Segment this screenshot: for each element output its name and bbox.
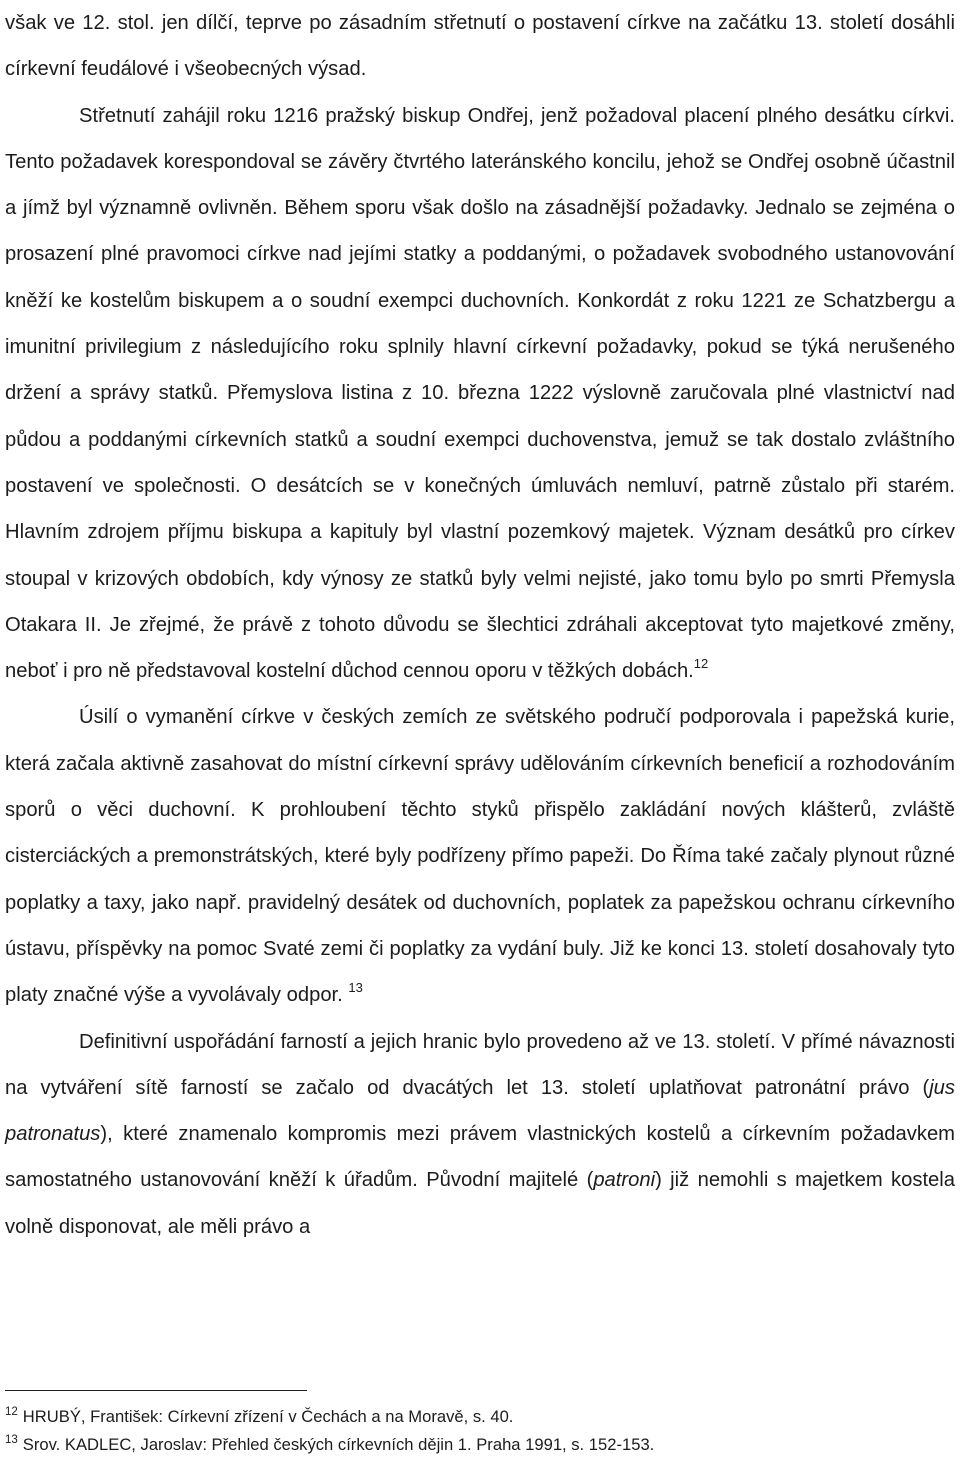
paragraph-2-text: Střetnutí zahájil roku 1216 pražský biskup Ondřej, jenž požadoval placení plného desátku církvi. Tento požadavek korespondoval se závěry čtvrtého lateránského koncilu, jehož se Ondřej osobně účastnil a jímž byl významně ovlivněn. Během sporu však došlo na zásadnější požadavky. Jednalo se zejména o prosazení plné pravomoci církve nad jejími statky a poddanými, o požadavek svobodného ustanovování kněží ke kostelům biskupem a o soudní exempci duchovních. Konkordát z roku 1221 ze Schatzbergu a imunitní privilegium z následujícího roku splnily hlavní církevní požadavky, pokud se týká nerušeného držení a správy statků. Přemyslova listina z 10. března 1222 výslovně zaručovala plné vlastnictví nad půdou a poddanými církevních statků a soudní exempci duchovenstva, jemuž se tak dostalo zvláštního postavení ve společnosti. O desátcích se v konečných úmluvách nemluví, patrně zůstalo při starém. Hlavním zdrojem příjmu biskupa a kapituly byl vlastní pozemkový majetek. Význam desátků pro církev stoupal v krizových obdobích, kdy výnosy ze statků byly velmi nejisté, jako tomu bylo po smrti Přemysla Otakara II. Je zřejmé, že právě z tohoto důvodu se šlechtici zdráhali akceptovat tyto majetkové změny, neboť i pro ně představoval kostelní důchod cennou oporu v těžkých dobách. [5, 104, 955, 683]
footnotes [5, 1403, 955, 1459]
footnote-12 [5, 1403, 955, 1431]
footnote-text: HRUBÝ, František: Církevní zřízení v Čechách a na Moravě, s. 40. [22, 1407, 514, 1426]
footnote-number: 12 [5, 1406, 18, 1418]
paragraph-1-text: však ve 12. stol. jen dílčí, teprve po zásadním střetnutí o postavení církve na začátku 13. století dosáhli církevní feudálové i všeobecných výsad. [5, 12, 955, 81]
footnote-ref-12[interactable]: 12 [693, 656, 709, 672]
body-text [5, 0, 955, 1250]
footnote-13 [5, 1431, 955, 1459]
paragraph-4-text-b: ), které znamenalo kompromis mezi právem vlastnických kostelů a církevním požadavkem samostatného ustanovování kněží k úřadům. Původní majitelé ( [5, 1123, 955, 1192]
footnote-separator [5, 1390, 307, 1391]
paragraph-4-italic-patroni: patroni [593, 1169, 656, 1192]
paragraph-3 [5, 694, 955, 1018]
footnote-ref-13[interactable]: 13 [348, 980, 363, 996]
footnote-number: 13 [5, 1434, 18, 1446]
paragraph-4 [5, 1019, 955, 1250]
paragraph-3-text: Úsilí o vymanění církve v českých zemích ze světského područí podporovala i papežská kurie, která začala aktivně zasahovat do místní církevní správy udělováním církevních beneficií a rozhodováním sporů o věci duchovní. K prohloubení těchto styků přispělo zakládání nových klášterů, zvláště cisterciáckých a premonstrátských, které byly podřízeny přímo papeži. Do Říma také začaly plynout různé poplatky a taxy, jako např. pravidelný desátek od duchovních, poplatek za papežskou ochranu církevního ústavu, příspěvky na pomoc Svaté zemi či poplatky za vydání buly. Již ke konci 13. století dosahovaly tyto platy značné výše a vyvolávaly odpor. [5, 706, 955, 1007]
paragraph-4-text-a: Definitivní uspořádání farností a jejich hranic bylo provedeno až ve 13. století. V přímé návaznosti na vytváření sítě farností se začalo od dvacátých let 13. století uplatňovat patronátní právo ( [5, 1030, 955, 1099]
footnote-text: Srov. KADLEC, Jaroslav: Přehled českých církevních dějin 1. Praha 1991, s. 152-153. [22, 1435, 655, 1454]
paragraph-2 [5, 93, 955, 695]
paragraph-4-text-c: ) již nemohli s majetkem kostela volně disponovat, ale měli právo a [5, 1169, 955, 1238]
paragraph-4-italic-jus-patronatus: jus patronatus [5, 1076, 955, 1146]
paragraph-1 [5, 0, 955, 93]
